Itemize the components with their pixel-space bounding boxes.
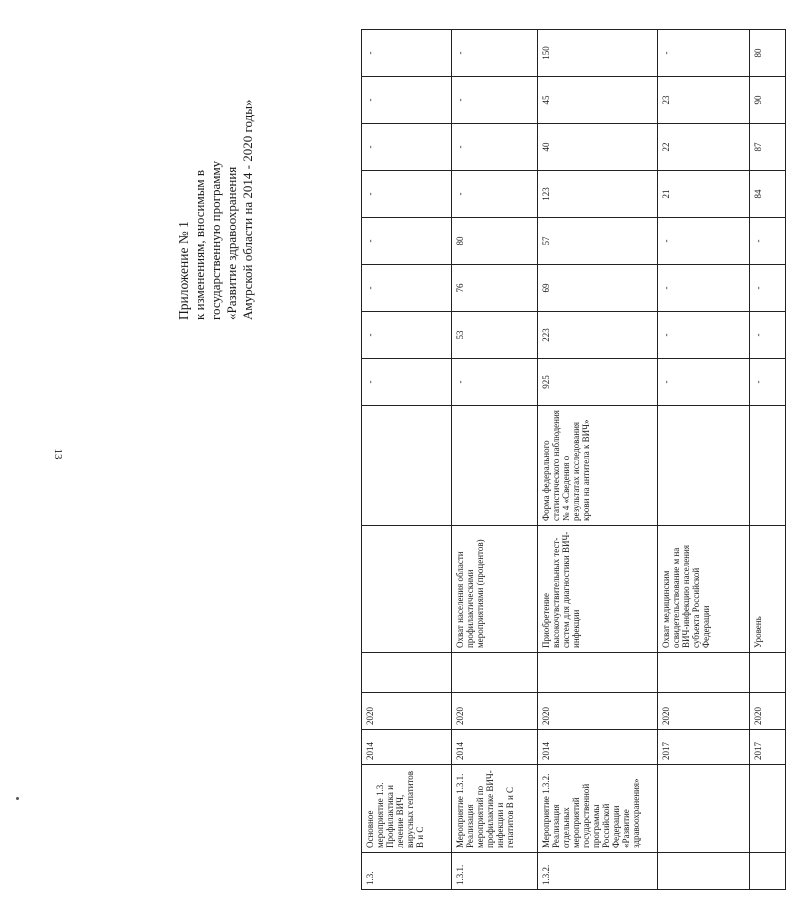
value-cell: 45 <box>538 77 658 124</box>
value-cell: - <box>362 312 452 359</box>
value-cell: 53 <box>452 312 538 359</box>
end-year: 2020 <box>750 693 786 730</box>
value-cell: 21 <box>658 171 750 218</box>
value-cell: - <box>362 359 452 406</box>
value-cell: 23 <box>658 77 750 124</box>
data-source <box>658 406 750 526</box>
data-source: Форма федерального статистического наблюдения № 4 «Сведения о результатах исследования крови на антитела к ВИЧ» <box>538 406 658 526</box>
start-year: 2017 <box>658 730 750 765</box>
value-cell: - <box>452 30 538 77</box>
end-year: 2020 <box>452 693 538 730</box>
start-year: 2014 <box>452 730 538 765</box>
start-year: 2017 <box>750 730 786 765</box>
value-cell: - <box>658 312 750 359</box>
value-cell: 84 <box>750 171 786 218</box>
value-cell: - <box>750 218 786 265</box>
value-cell: - <box>362 265 452 312</box>
table-row <box>452 30 538 890</box>
table-row <box>362 30 452 890</box>
value-cell: - <box>750 312 786 359</box>
data-source <box>750 406 786 526</box>
page-number: 13 <box>52 448 64 460</box>
data-source <box>362 406 452 526</box>
value-cell: - <box>658 265 750 312</box>
activity-name: Основное мероприятие 1.3. Профилактика и лечение ВИЧ, вирусных гепатитов В и С <box>362 765 452 853</box>
value-cell: 80 <box>750 30 786 77</box>
indicator: Охват медицинским освидетельствование м на ВИЧ-инфекцию населения субъекта Российской Федерации <box>658 526 750 653</box>
empty-cell <box>452 653 538 693</box>
end-year: 2020 <box>658 693 750 730</box>
value-cell: 150 <box>538 30 658 77</box>
value-cell: - <box>362 30 452 77</box>
value-cell: 40 <box>538 124 658 171</box>
row-number: 1.3.2. <box>538 853 658 890</box>
table-row <box>750 30 786 890</box>
indicator: Приобретение высокочувствительных тест-систем для диагностики ВИЧ-инфекции <box>538 526 658 653</box>
end-year: 2020 <box>538 693 658 730</box>
value-cell: 69 <box>538 265 658 312</box>
data-source <box>452 406 538 526</box>
row-number <box>658 853 750 890</box>
value-cell: - <box>362 124 452 171</box>
row-number: 1.3.1. <box>452 853 538 890</box>
value-cell: - <box>452 124 538 171</box>
indicator: Охват населения области профилактическими мероприятиями (процентов) <box>452 526 538 653</box>
value-cell: - <box>750 265 786 312</box>
empty-cell <box>750 653 786 693</box>
scan-speck <box>16 797 19 800</box>
value-cell: - <box>658 218 750 265</box>
value-cell: 76 <box>452 265 538 312</box>
empty-cell <box>538 653 658 693</box>
value-cell: - <box>362 218 452 265</box>
value-cell: 90 <box>750 77 786 124</box>
value-cell: 925 <box>538 359 658 406</box>
activity-name <box>750 765 786 853</box>
value-cell: - <box>452 359 538 406</box>
indicator <box>362 526 452 653</box>
indicator: Уровень <box>750 526 786 653</box>
header-line-2: к изменениям, вносимым в <box>192 169 207 320</box>
activity-name: Мероприятие 1.3.2. Реализация отдельных мероприятий государственной программы Российской Федерации «Развитие здравоохранения» <box>538 765 658 853</box>
value-cell: - <box>658 359 750 406</box>
header-line-4: «Развитие здравоохранения <box>224 166 239 320</box>
activity-name <box>658 765 750 853</box>
appendix-header <box>176 30 256 320</box>
value-cell: 87 <box>750 124 786 171</box>
value-cell: - <box>452 77 538 124</box>
start-year: 2014 <box>538 730 658 765</box>
program-activities-table <box>361 29 786 890</box>
value-cell: 123 <box>538 171 658 218</box>
value-cell: - <box>362 171 452 218</box>
start-year: 2014 <box>362 730 452 765</box>
empty-cell <box>658 653 750 693</box>
empty-cell <box>362 653 452 693</box>
row-number <box>750 853 786 890</box>
rotated-page-content <box>176 30 763 890</box>
value-cell: - <box>362 77 452 124</box>
value-cell: - <box>452 171 538 218</box>
table-row <box>538 30 658 890</box>
value-cell: 80 <box>452 218 538 265</box>
header-line-3: государственную программу <box>208 160 223 320</box>
value-cell: 223 <box>538 312 658 359</box>
value-cell: 22 <box>658 124 750 171</box>
table-row <box>658 30 750 890</box>
appendix-title: Приложение № 1 <box>176 221 191 320</box>
value-cell: - <box>658 30 750 77</box>
end-year: 2020 <box>362 693 452 730</box>
value-cell: - <box>750 359 786 406</box>
header-line-5: Амурской области на 2014 - 2020 годы» <box>240 99 255 320</box>
activity-name: Мероприятие 1.3.1. Реализация мероприятий по профилактике ВИЧ-инфекции и гепатитов В и С <box>452 765 538 853</box>
value-cell: 57 <box>538 218 658 265</box>
row-number: 1.3. <box>362 853 452 890</box>
